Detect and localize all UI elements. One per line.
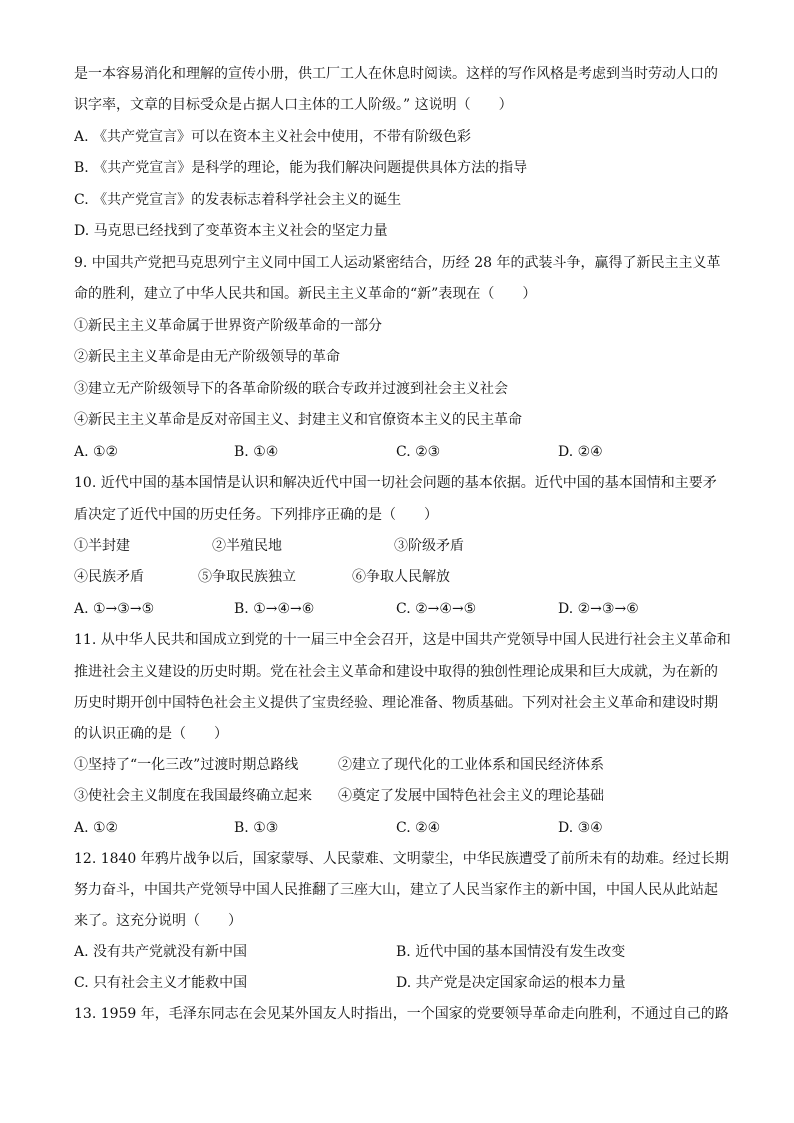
q12-option-c: C. 只有社会主义才能救中国: [74, 975, 248, 991]
q12-option-b: B. 近代中国的基本国情没有发生改变: [396, 944, 626, 960]
q8-option-a: A. 《共产党宣言》可以在资本主义社会中使用，不带有阶级色彩: [74, 129, 472, 145]
q12-stem-line: 来了。这充分说明（ ）: [74, 913, 242, 929]
q10-item: ②半殖民地: [212, 538, 282, 554]
q8-stem-line: 是一本容易消化和理解的宣传小册，供工厂工人在休息时阅读。这样的写作风格是考虑到当时劳动人口的: [74, 66, 718, 82]
q9-option-d: D. ②④: [558, 444, 603, 460]
q8-option-c: C. 《共产党宣言》的发表标志着科学社会主义的诞生: [74, 192, 402, 208]
q9-option-c: C. ②③: [396, 444, 441, 460]
q8-option-b: B. 《共产党宣言》是科学的理论，能为我们解决问题提供具体方法的指导: [74, 160, 528, 176]
q9-stem-line: 9. 中国共产党把马克思列宁主义同中国工人运动紧密结合，历经 28 年的武装斗争，赢得了新民主主义革: [74, 255, 721, 271]
q9-statement: ③建立无产阶级领导下的各革命阶级的联合专政并过渡到社会主义社会: [74, 381, 508, 397]
q10-item: ⑥争取人民解放: [352, 569, 450, 585]
q9-statement: ①新民主主义革命属于世界资产阶级革命的一部分: [74, 318, 382, 334]
q10-option-d: D. ②→③→⑥: [558, 601, 639, 617]
q12-stem-line: 努力奋斗，中国共产党领导中国人民推翻了三座大山，建立了人民当家作主的新中国，中国人民从此站起: [74, 882, 718, 898]
q9-stem-line: 命的胜利，建立了中华人民共和国。新民主主义革命的“新”表现在（ ）: [74, 286, 537, 302]
q11-statement: ①坚持了“一化三改”过渡时期总路线: [74, 757, 299, 773]
q9-option-a: A. ①②: [74, 444, 119, 460]
q12-option-d: D. 共产党是决定国家命运的根本力量: [396, 975, 626, 991]
q10-option-c: C. ②→④→⑤: [396, 601, 477, 617]
q11-statement: ④奠定了发展中国特色社会主义的理论基础: [338, 788, 604, 804]
q10-item: ④民族矛盾: [74, 569, 144, 585]
q10-option-b: B. ①→④→⑥: [234, 601, 315, 617]
q10-item: ③阶级矛盾: [394, 538, 464, 554]
q10-item: ①半封建: [74, 538, 130, 554]
q11-statement: ③使社会主义制度在我国最终确立起来: [74, 788, 312, 804]
q11-option-a: A. ①②: [74, 820, 119, 836]
q10-option-a: A. ①→③→⑤: [74, 601, 155, 617]
q11-statement: ②建立了现代化的工业体系和国民经济体系: [338, 757, 604, 773]
q11-option-b: B. ①③: [234, 820, 279, 836]
q9-option-b: B. ①④: [234, 444, 279, 460]
q11-stem-line: 的认识正确的是（ ）: [74, 726, 228, 742]
q9-statement: ②新民主主义革命是由无产阶级领导的革命: [74, 349, 340, 365]
q10-item: ⑤争取民族独立: [198, 569, 296, 585]
q8-stem-line: 识字率，文章的目标受众是占据人口主体的工人阶级。” 这说明（ ）: [74, 97, 513, 113]
q9-statement: ④新民主主义革命是反对帝国主义、封建主义和官僚资本主义的民主革命: [74, 412, 522, 428]
q12-stem-line: 12. 1840 年鸦片战争以后，国家蒙辱、人民蒙难、文明蒙尘，中华民族遭受了前所未有的劫难。经过长期: [74, 851, 729, 867]
q12-option-a: A. 没有共产党就没有新中国: [74, 944, 248, 960]
q10-stem-line: 盾决定了近代中国的历史任务。下列排序正确的是（ ）: [74, 507, 438, 523]
q11-option-d: D. ③④: [558, 820, 603, 836]
q10-stem-line: 10. 近代中国的基本国情是认识和解决近代中国一切社会问题的基本依据。近代中国的基本国情和主要矛: [74, 475, 717, 491]
q8-option-d: D. 马克思已经找到了变革资本主义社会的坚定力量: [74, 223, 388, 239]
q11-stem-line: 11. 从中华人民共和国成立到党的十一届三中全会召开，这是中国共产党领导中国人民进行社会主义革命和: [74, 632, 731, 648]
q13-stem-line: 13. 1959 年，毛泽东同志在会见某外国友人时指出，一个国家的党要领导革命走向胜利，不通过自己的路: [74, 1006, 729, 1022]
q11-option-c: C. ②④: [396, 820, 441, 836]
q11-stem-line: 推进社会主义建设的历史时期。党在社会主义革命和建设中取得的独创性理论成果和巨大成就，为在新的: [74, 664, 718, 680]
q11-stem-line: 历史时期开创中国特色社会主义提供了宝贵经验、理论准备、物质基础。下列对社会主义革命和建设时期: [74, 695, 718, 711]
